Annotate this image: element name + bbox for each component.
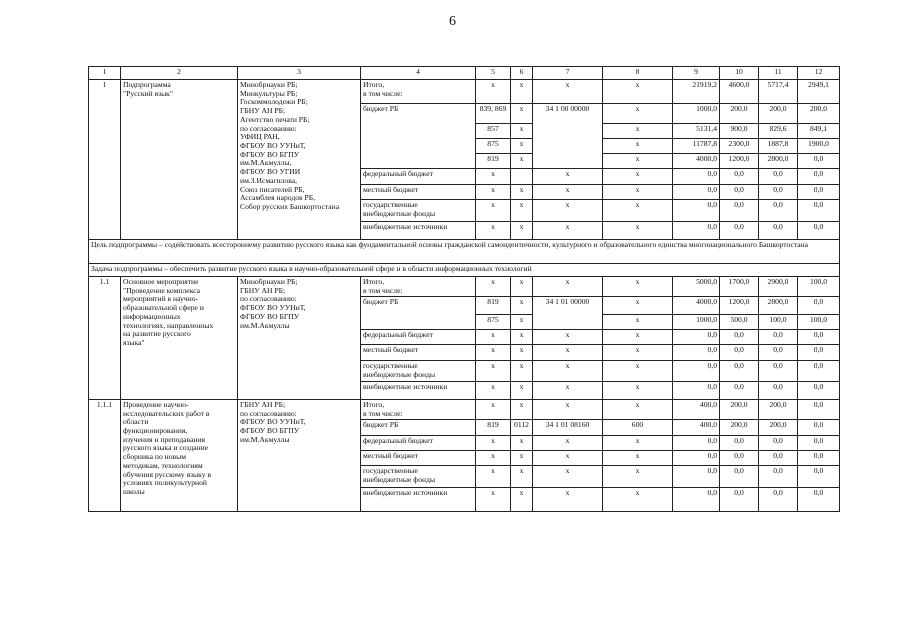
cell-total: 0,0	[673, 200, 720, 222]
cell-vr: x	[603, 315, 673, 330]
cell-rzpr: x	[511, 399, 533, 419]
cell-year-3: 100,0	[798, 315, 840, 330]
cell-rzpr: x	[511, 315, 533, 330]
cell-grbs: x	[476, 330, 511, 345]
cell-year-2: 0,0	[759, 345, 798, 361]
cell-grbs: 819	[476, 154, 511, 169]
cell-year-2: 829,6	[759, 124, 798, 139]
cell-csr: x	[533, 436, 603, 451]
cell-vr: x	[603, 345, 673, 361]
cell-vr: x	[603, 399, 673, 419]
cell-year-3: 849,1	[798, 124, 840, 139]
cell-year-2: 0,0	[759, 436, 798, 451]
column-header: 5	[476, 67, 511, 80]
cell-year-1: 1200,0	[720, 154, 759, 169]
cell-total: 4000,0	[673, 297, 720, 315]
funding-source: внебюджетные источники	[361, 222, 476, 240]
cell-year-3: 100,0	[798, 277, 840, 297]
cell-rzpr: x	[511, 436, 533, 451]
cell-rzpr: x	[511, 451, 533, 466]
cell-year-2: 5717,4	[759, 80, 798, 104]
cell-vr: x	[603, 169, 673, 185]
cell-total: 0,0	[673, 222, 720, 240]
cell-vr: x	[603, 297, 673, 315]
cell-rzpr: x	[511, 381, 533, 399]
cell-grbs: x	[476, 381, 511, 399]
cell-year-3: 2949,1	[798, 80, 840, 104]
column-header: 8	[603, 67, 673, 80]
cell-year-2: 200,0	[759, 420, 798, 436]
funding-source: бюджет РБ	[361, 104, 476, 169]
cell-year-3: 0,0	[798, 200, 840, 222]
header-row	[89, 67, 840, 80]
column-header: 7	[533, 67, 603, 80]
cell-total: 0,0	[673, 451, 720, 466]
cell-vr: x	[603, 80, 673, 104]
cell-csr: x	[533, 451, 603, 466]
item-name: Основное мероприятие "Проведение комплекса мероприятий в научно- образовательной сфере и информационных технологиях, направленных на развитие русского языка"	[121, 277, 238, 400]
cell-rzpr: x	[511, 154, 533, 169]
cell-csr: x	[533, 200, 603, 222]
cell-grbs: x	[476, 488, 511, 512]
cell-grbs: x	[476, 466, 511, 488]
cell-total: 0,0	[673, 488, 720, 512]
cell-grbs: x	[476, 451, 511, 466]
cell-grbs: x	[476, 222, 511, 240]
cell-year-3: 0,0	[798, 488, 840, 512]
cell-year-1: 200,0	[720, 104, 759, 124]
cell-csr: x	[533, 222, 603, 240]
table-row	[89, 399, 840, 419]
cell-year-2: 0,0	[759, 361, 798, 381]
cell-grbs: x	[476, 436, 511, 451]
cell-year-2: 0,0	[759, 200, 798, 222]
column-header: 9	[673, 67, 720, 80]
funding-source: внебюджетные источники	[361, 488, 476, 512]
cell-total: 0,0	[673, 436, 720, 451]
cell-year-2: 0,0	[759, 185, 798, 200]
cell-year-3: 0,0	[798, 185, 840, 200]
item-number: 1.1	[89, 277, 121, 400]
cell-csr: x	[533, 80, 603, 104]
cell-year-3: 0,0	[798, 297, 840, 315]
cell-grbs: x	[476, 361, 511, 381]
cell-csr: x	[533, 169, 603, 185]
cell-total: 1000,0	[673, 104, 720, 124]
column-header: 12	[798, 67, 840, 80]
cell-year-3: 0,0	[798, 399, 840, 419]
cell-grbs: x	[476, 200, 511, 222]
funding-source: Итого, в том числе:	[361, 399, 476, 419]
cell-rzpr: x	[511, 222, 533, 240]
cell-vr: x	[603, 104, 673, 124]
cell-grbs: 875	[476, 315, 511, 330]
cell-year-1: 500,0	[720, 315, 759, 330]
cell-year-2: 200,0	[759, 104, 798, 124]
cell-rzpr: 0112	[511, 420, 533, 436]
item-executors: Минобрнауки РБ; ГБНУ АН РБ; по согласованию: ФГБОУ ВО УУНиТ, ФГБОУ ВО БГПУ им.М.Акмуллы	[238, 277, 361, 400]
task-text-row	[89, 264, 840, 277]
program-table	[88, 66, 840, 512]
cell-year-1: 0,0	[720, 361, 759, 381]
funding-source: местный бюджет	[361, 451, 476, 466]
cell-grbs: x	[476, 185, 511, 200]
cell-rzpr: x	[511, 104, 533, 124]
cell-total: 5131,4	[673, 124, 720, 139]
cell-csr: 34 1 01 08160	[533, 420, 603, 436]
cell-grbs: x	[476, 345, 511, 361]
funding-source: федеральный бюджет	[361, 436, 476, 451]
funding-source: местный бюджет	[361, 345, 476, 361]
cell-rzpr	[511, 169, 533, 185]
item-executors: Минобрнауки РБ; Минкультуры РБ; Госкоммолодежи РБ; ГБНУ АН РБ; Агентство печати РБ; по согласованию: УФИЦ РАН, ФГБОУ ВО УУНиТ, ФГБОУ ВО БГПУ им.М.Акмуллы, ФГБОУ ВО УГИИ им.З.Исмагилова, Союз писателей РБ, Ассамблея народов РБ, Собор русских Башкортостана	[238, 80, 361, 240]
funding-source: Итого, в том числе:	[361, 80, 476, 104]
cell-year-1: 0,0	[720, 451, 759, 466]
cell-total: 0,0	[673, 345, 720, 361]
cell-grbs: 875	[476, 139, 511, 154]
cell-rzpr: x	[511, 466, 533, 488]
cell-year-1: 0,0	[720, 436, 759, 451]
cell-year-2: 0,0	[759, 169, 798, 185]
goal-text: Цель подпрограммы – содействовать всестороннему развитию русского языка как фундаментальной основы гражданской самоидентичности, культурного и образовательного единства многонационального Башкортостана	[89, 240, 840, 264]
cell-rzpr: x	[511, 277, 533, 297]
cell-year-1: 0,0	[720, 345, 759, 361]
cell-year-3: 0,0	[798, 420, 840, 436]
cell-year-3: 0,0	[798, 330, 840, 345]
cell-year-3: 200,0	[798, 104, 840, 124]
item-name: Проведение научно- исследовательских работ в области функционирования, изучения и преподавания русского языка и создание сборника по новым методикам, технологиям обучения русскому языку в условиях поликультурной школы	[121, 399, 238, 511]
cell-vr: x	[603, 139, 673, 154]
cell-rzpr: x	[511, 185, 533, 200]
cell-csr: x	[533, 399, 603, 419]
cell-grbs: x	[476, 80, 511, 104]
cell-year-2: 0,0	[759, 222, 798, 240]
cell-vr: x	[603, 466, 673, 488]
cell-csr: x	[533, 466, 603, 488]
cell-total: 1000,0	[673, 315, 720, 330]
cell-year-2: 0,0	[759, 381, 798, 399]
column-header: 1	[89, 67, 121, 80]
funding-source: федеральный бюджет	[361, 169, 476, 185]
cell-rzpr: x	[511, 139, 533, 154]
cell-rzpr: x	[511, 488, 533, 512]
cell-vr: 600	[603, 420, 673, 436]
cell-grbs: x	[476, 399, 511, 419]
cell-csr: 34 1 00 00000	[533, 104, 603, 169]
funding-source: государственные внебюджетные фонды	[361, 361, 476, 381]
cell-year-3: 0,0	[798, 436, 840, 451]
cell-total: 0,0	[673, 466, 720, 488]
cell-vr: x	[603, 436, 673, 451]
item-executors: ГБНУ АН РБ; по согласованию: ФГБОУ ВО УУНиТ, ФГБОУ ВО БГПУ им.М.Акмуллы	[238, 399, 361, 511]
cell-vr: x	[603, 154, 673, 169]
cell-total: 0,0	[673, 361, 720, 381]
cell-total: 0,0	[673, 169, 720, 185]
cell-year-1: 900,0	[720, 124, 759, 139]
cell-year-2: 100,0	[759, 315, 798, 330]
column-header: 3	[238, 67, 361, 80]
cell-year-3: 0,0	[798, 169, 840, 185]
cell-total: 400,0	[673, 399, 720, 419]
cell-total: 4000,0	[673, 154, 720, 169]
cell-year-1: 1700,0	[720, 277, 759, 297]
cell-year-2: 0,0	[759, 466, 798, 488]
cell-year-3: 0,0	[798, 381, 840, 399]
cell-year-1: 200,0	[720, 399, 759, 419]
cell-grbs: 819	[476, 297, 511, 315]
cell-year-1: 0,0	[720, 185, 759, 200]
funding-source: бюджет РБ	[361, 297, 476, 330]
column-header: 4	[361, 67, 476, 80]
cell-grbs: x	[476, 277, 511, 297]
cell-year-3: 0,0	[798, 154, 840, 169]
cell-vr: x	[603, 200, 673, 222]
cell-csr: x	[533, 185, 603, 200]
cell-year-2: 200,0	[759, 399, 798, 419]
cell-rzpr: x	[511, 297, 533, 315]
item-number: 1	[89, 80, 121, 240]
cell-year-1: 0,0	[720, 381, 759, 399]
cell-year-3: 1900,0	[798, 139, 840, 154]
cell-total: 11787,8	[673, 139, 720, 154]
cell-rzpr: x	[511, 200, 533, 222]
cell-csr: x	[533, 361, 603, 381]
cell-grbs: 839, 869	[476, 104, 511, 124]
cell-rzpr: x	[511, 330, 533, 345]
cell-year-1: 0,0	[720, 169, 759, 185]
cell-csr: x	[533, 345, 603, 361]
cell-csr: x	[533, 488, 603, 512]
cell-year-3: 0,0	[798, 222, 840, 240]
cell-vr: x	[603, 124, 673, 139]
page-number: 6	[449, 14, 456, 29]
task-text: Задача подпрограммы – обеспечить развитие русского языка в научно-образовательной сфере и в области информационных технологий	[89, 264, 840, 277]
item-number: 1.1.1	[89, 399, 121, 511]
table-row	[89, 277, 840, 297]
cell-csr: x	[533, 330, 603, 345]
cell-total: 0,0	[673, 381, 720, 399]
cell-year-1: 1200,0	[720, 297, 759, 315]
funding-source: внебюджетные источники	[361, 381, 476, 399]
cell-vr: x	[603, 277, 673, 297]
cell-rzpr: x	[511, 345, 533, 361]
cell-year-2: 2800,0	[759, 297, 798, 315]
cell-vr: x	[603, 488, 673, 512]
cell-year-1: 0,0	[720, 466, 759, 488]
cell-year-1: 200,0	[720, 420, 759, 436]
cell-year-3: 0,0	[798, 466, 840, 488]
cell-total: 0,0	[673, 330, 720, 345]
cell-csr: x	[533, 277, 603, 297]
cell-year-2: 1887,8	[759, 139, 798, 154]
column-header: 11	[759, 67, 798, 80]
cell-rzpr: x	[511, 124, 533, 139]
cell-year-2: 2800,0	[759, 154, 798, 169]
column-header: 2	[121, 67, 238, 80]
funding-source: федеральный бюджет	[361, 330, 476, 345]
cell-vr: x	[603, 185, 673, 200]
cell-total: 21919,2	[673, 80, 720, 104]
cell-year-1: 0,0	[720, 330, 759, 345]
cell-year-2: 2900,0	[759, 277, 798, 297]
cell-total: 0,0	[673, 185, 720, 200]
funding-source: бюджет РБ	[361, 420, 476, 436]
cell-vr: x	[603, 381, 673, 399]
funding-source: Итого, в том числе:	[361, 277, 476, 297]
column-header: 10	[720, 67, 759, 80]
cell-vr: x	[603, 451, 673, 466]
item-name: Подпрограмма "Русский язык"	[121, 80, 238, 240]
cell-year-1: 0,0	[720, 200, 759, 222]
cell-rzpr: x	[511, 80, 533, 104]
cell-total: 400,0	[673, 420, 720, 436]
cell-year-3: 0,0	[798, 361, 840, 381]
column-header: 6	[511, 67, 533, 80]
cell-csr: x	[533, 381, 603, 399]
cell-grbs: 819	[476, 420, 511, 436]
funding-source: государственные внебюджетные фонды	[361, 200, 476, 222]
funding-source: местный бюджет	[361, 185, 476, 200]
cell-year-1: 0,0	[720, 488, 759, 512]
cell-vr: x	[603, 330, 673, 345]
cell-year-1: 4600,0	[720, 80, 759, 104]
cell-grbs: x	[476, 169, 511, 185]
cell-year-1: 0,0	[720, 222, 759, 240]
cell-total: 5000,0	[673, 277, 720, 297]
cell-year-2: 0,0	[759, 330, 798, 345]
cell-year-2: 0,0	[759, 451, 798, 466]
cell-vr: x	[603, 361, 673, 381]
goal-text-row	[89, 240, 840, 264]
cell-year-3: 0,0	[798, 345, 840, 361]
cell-grbs: 857	[476, 124, 511, 139]
cell-vr: x	[603, 222, 673, 240]
table-row	[89, 80, 840, 104]
cell-csr: 34 1 01 00000	[533, 297, 603, 330]
cell-year-3: 0,0	[798, 451, 840, 466]
cell-year-1: 2300,0	[720, 139, 759, 154]
funding-source: государственные внебюджетные фонды	[361, 466, 476, 488]
cell-rzpr: x	[511, 361, 533, 381]
cell-year-2: 0,0	[759, 488, 798, 512]
